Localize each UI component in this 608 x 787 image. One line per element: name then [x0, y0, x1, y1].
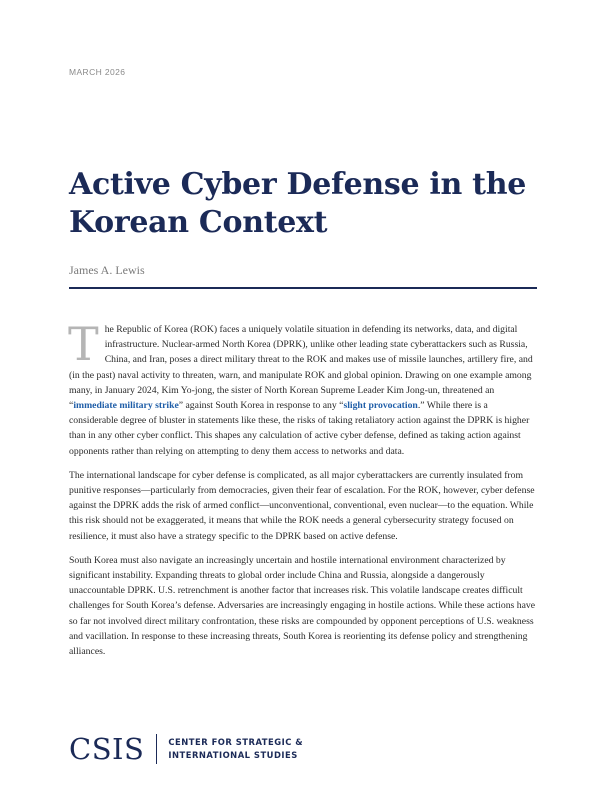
immediate-military-strike-link[interactable]: immediate military strike — [73, 400, 179, 412]
paragraph-1 — [68, 317, 537, 459]
footer-logo — [69, 732, 303, 766]
title-divider — [69, 287, 537, 289]
center-name-line-2: INTERNATIONAL STUDIES — [168, 750, 298, 760]
drop-cap: T — [68, 317, 99, 371]
paragraph-2: The international landscape for cyber defense is complicated, as all major cyberattackers are currently insulated from punitive responses—particularly from democracies, given their fear of escalation. For the ROK, however, cyber defense against the DPRK adds the risk of armed conflict—unconventional, conventional, even nuclear—to the equation. While this risk should not be exaggerated, it means that while the ROK needs a general cybersecurity strategy focused on resilience, it must also have a strategy specific to the DPRK based on active defense. — [69, 469, 535, 542]
paragraph-1-text-a: he Republic of Korea (ROK) faces a uniquely volatile situation in defending its networks, data, and digital infrastructure. Nuclear-armed North Korea (DPRK), unlike other leading state cyberattackers such as Russia, China, and Iran, poses a direct military threat to the ROK and makes use of missile launches, artillery fire, and (in the past) naval activity to threaten, warn, and manipulate ROK and global opinion. Drawing on one example among many, in January 2024, Kim Yo-jong, the sister of North Korean Supreme Leader Kim Jong-un, threatened an “ — [69, 324, 533, 412]
paragraph-3: South Korea must also navigate an increasingly uncertain and hostile international environment characterized by significant instability. Expanding threats to global order include China and Russia, alongside a dangerously unaccountable DPRK. U.S. retrenchment is another factor that increases risk. This volatile landscape creates difficult challenges for South Korea’s defense. Adversaries are increasingly engaging in hostile actions. While these actions have so far not involved direct military confrontation, these risks are compounded by opponent perceptions of U.S. weakness and vacillation. In response to these increasing threats, South Korea is reorienting its defense policy and strengthening alliances. — [69, 554, 536, 658]
author-name: James A. Lewis — [69, 263, 145, 277]
logo-divider — [156, 734, 157, 764]
report-date: MARCH 2026 — [69, 67, 126, 77]
paragraph-1-text-c: .” While there is a considerable degree of bluster in statements like these, the risks of taking retaliatory action against the DPRK is higher than in any other cyber conflict. This shapes any calculation of active cyber defense, defined as taking action against opponents rather than relying on attempting to deny them access to networks and data. — [69, 400, 530, 457]
csis-logo: CSIS — [69, 732, 145, 766]
report-title: Active Cyber Defense in the Korean Context — [69, 167, 527, 240]
paragraph-1-text-b: ” against South Korea in response to any “ — [178, 400, 344, 412]
center-name — [168, 736, 303, 762]
center-name-line-1: CENTER FOR STRATEGIC & — [168, 737, 304, 747]
article-body — [68, 317, 537, 668]
slight-provocation-link[interactable]: slight provocation — [343, 400, 418, 412]
